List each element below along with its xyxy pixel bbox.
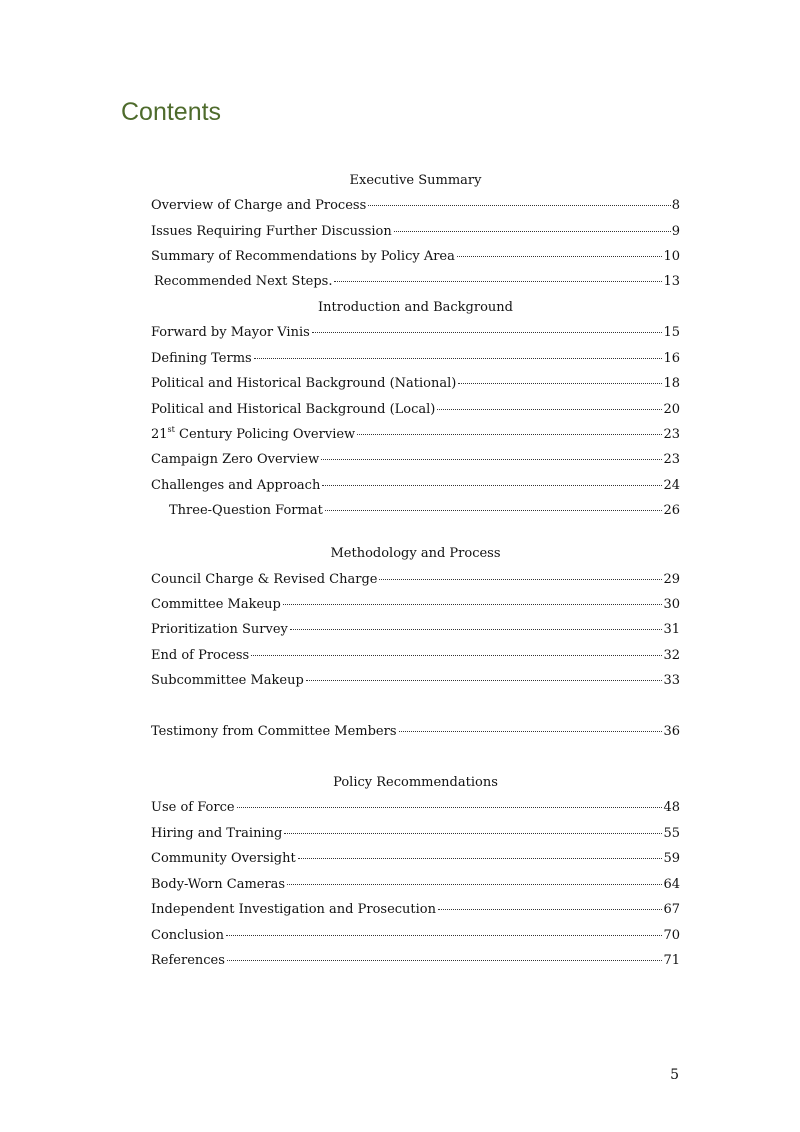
dot-leader xyxy=(298,857,663,859)
toc-entry-title: Conclusion xyxy=(151,928,224,943)
dot-leader xyxy=(284,832,662,834)
dot-leader xyxy=(287,883,662,885)
toc-entry-page: 8 xyxy=(671,198,680,213)
dot-leader xyxy=(334,280,662,282)
toc-entry[interactable] xyxy=(151,248,680,266)
toc-entry-page: 10 xyxy=(663,249,680,264)
toc-entry-title: Political and Historical Background (National) xyxy=(151,376,457,391)
toc-entry-page: 64 xyxy=(663,877,680,892)
toc-entry[interactable] xyxy=(151,426,680,444)
toc-entry-title: References xyxy=(151,953,225,968)
section-heading-executive-summary: Executive Summary xyxy=(349,173,482,188)
title-prefix: 21 xyxy=(151,427,168,442)
toc-entry[interactable] xyxy=(151,451,680,469)
dot-leader xyxy=(254,357,663,359)
toc-entry[interactable] xyxy=(151,571,680,589)
toc-entry[interactable] xyxy=(151,223,680,241)
dot-leader xyxy=(321,458,662,460)
toc-entry-page: 67 xyxy=(663,902,680,917)
toc-entry-page: 23 xyxy=(663,452,680,467)
toc-entry-page: 24 xyxy=(663,478,680,493)
dot-leader xyxy=(251,654,662,656)
toc-entry[interactable] xyxy=(151,799,680,817)
toc-entry-page: 36 xyxy=(663,724,680,739)
toc-entry-page: 59 xyxy=(663,851,680,866)
toc-entry[interactable] xyxy=(151,876,680,894)
toc-entry-title: Political and Historical Background (Local) xyxy=(151,402,436,417)
toc-entry-title: Forward by Mayor Vinis xyxy=(151,325,310,340)
toc-entry[interactable] xyxy=(151,401,680,419)
toc-entry[interactable] xyxy=(151,672,680,690)
toc-entry-title: Challenges and Approach xyxy=(151,478,321,493)
dot-leader xyxy=(458,382,662,384)
toc-entry[interactable] xyxy=(151,723,680,741)
toc-entry[interactable] xyxy=(151,952,680,970)
toc-entry[interactable] xyxy=(151,927,680,945)
toc-entry-title: Prioritization Survey xyxy=(151,622,288,637)
toc-entry-page: 33 xyxy=(663,673,680,688)
dot-leader xyxy=(290,628,663,630)
toc-entry[interactable] xyxy=(151,901,680,919)
toc-entry-title: Hiring and Training xyxy=(151,826,283,841)
toc-entry-page: 16 xyxy=(663,351,680,366)
toc-entry-page: 30 xyxy=(663,597,680,612)
toc-entry-title: Summary of Recommendations by Policy Area xyxy=(151,249,455,264)
toc-entry-title: End of Process xyxy=(151,648,250,663)
toc-entry-title xyxy=(151,426,355,444)
dot-leader xyxy=(325,509,663,511)
toc-entry-title: Three-Question Format xyxy=(169,503,323,518)
toc-entry-title: Subcommittee Makeup xyxy=(151,673,304,688)
toc-entry[interactable] xyxy=(151,477,680,495)
toc-entry-title: Council Charge & Revised Charge xyxy=(151,572,378,587)
dot-leader xyxy=(227,959,663,961)
toc-entry-page: 23 xyxy=(663,427,680,442)
toc-entry[interactable] xyxy=(151,502,680,520)
dot-leader xyxy=(237,806,663,808)
toc-entry-title: Testimony from Committee Members xyxy=(151,724,397,739)
toc-entry-title: Recommended Next Steps. xyxy=(154,274,333,289)
toc-entry-title: Body-Worn Cameras xyxy=(151,877,286,892)
toc-entry[interactable] xyxy=(151,596,680,614)
toc-entry-page: 26 xyxy=(663,503,680,518)
toc-entry-title: Campaign Zero Overview xyxy=(151,452,320,467)
toc-entry-page: 20 xyxy=(663,402,680,417)
toc-entry-page: 48 xyxy=(663,800,680,815)
dot-leader xyxy=(283,603,663,605)
dot-leader xyxy=(394,230,671,232)
toc-entry[interactable] xyxy=(151,197,680,215)
toc-entry-page: 70 xyxy=(663,928,680,943)
toc-entry-title: Issues Requiring Further Discussion xyxy=(151,224,392,239)
ordinal-suffix: st xyxy=(167,424,175,434)
toc-entry[interactable] xyxy=(151,324,680,342)
toc-entry-page: 55 xyxy=(663,826,680,841)
dot-leader xyxy=(368,204,670,206)
toc-entry-page: 32 xyxy=(663,648,680,663)
dot-leader xyxy=(306,679,663,681)
section-heading-policy-recommendations: Policy Recommendations xyxy=(333,775,498,790)
dot-leader xyxy=(437,408,662,410)
toc-entry[interactable] xyxy=(151,273,680,291)
toc-entry-page: 15 xyxy=(663,325,680,340)
toc-entry-page: 9 xyxy=(671,224,680,239)
toc-entry-title: Defining Terms xyxy=(151,351,252,366)
section-heading-methodology: Methodology and Process xyxy=(330,546,501,561)
toc-entry[interactable] xyxy=(151,375,680,393)
toc-entry-page: 71 xyxy=(663,953,680,968)
dot-leader xyxy=(322,484,662,486)
toc-entry-title: Community Oversight xyxy=(151,851,296,866)
toc-entry[interactable] xyxy=(151,621,680,639)
dot-leader xyxy=(399,730,663,732)
toc-entry[interactable] xyxy=(151,647,680,665)
dot-leader xyxy=(379,578,662,580)
toc-entry-page: 18 xyxy=(663,376,680,391)
contents-heading: Contents xyxy=(121,98,222,126)
dot-leader xyxy=(312,331,663,333)
toc-entry-page: 13 xyxy=(663,274,680,289)
toc-entry-title: Committee Makeup xyxy=(151,597,281,612)
dot-leader xyxy=(226,934,662,936)
dot-leader xyxy=(457,255,663,257)
toc-entry-page: 31 xyxy=(663,622,680,637)
toc-entry-page: 29 xyxy=(663,572,680,587)
toc-entry[interactable] xyxy=(151,825,680,843)
toc-entry-title: Overview of Charge and Process xyxy=(151,198,367,213)
toc-entry[interactable] xyxy=(151,850,680,868)
page-number: 5 xyxy=(670,1067,679,1083)
section-heading-introduction: Introduction and Background xyxy=(318,300,513,315)
toc-entry-title: Independent Investigation and Prosecution xyxy=(151,902,437,917)
title-rest: Century Policing Overview xyxy=(174,427,356,442)
dot-leader xyxy=(357,433,662,435)
dot-leader xyxy=(438,908,662,910)
toc-entry-title: Use of Force xyxy=(151,800,235,815)
toc-entry[interactable] xyxy=(151,350,680,368)
